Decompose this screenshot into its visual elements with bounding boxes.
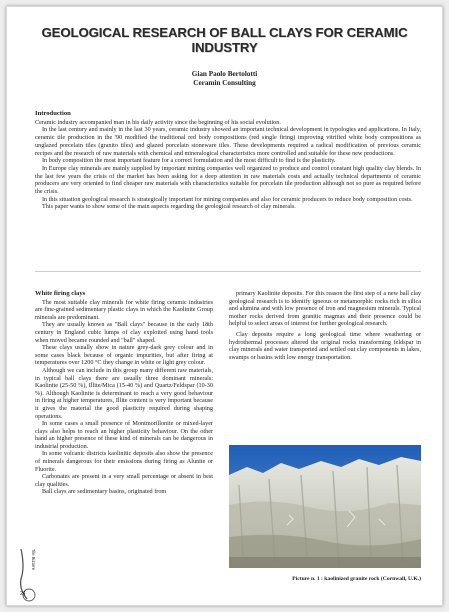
body-paragraph: In some volcanic districts kaolinitic deposits also show the presence of minerals dangerous for their emissions during firing as Alunite or Fluorite. [35,450,213,473]
intro-paragraph: In this situation geological research is strategically important for mining companies and also for ceramic producers to reduce body composition costs. [42,195,413,203]
body-paragraph: Although we can include in this group many different raw materials, in typical ball clays there are usually three dominant minerals: Kaolinite (25-50 %), Illite/Mica (15-40 %) and Quartz/Feldspar (10-30 %). Although Kaolinite is determinant to reach a very good behaviour in firing at higher temperatures, Illite content is very important because it gives the material the good plasticity required during shaping operations. [35,366,213,420]
introduction-heading: Introduction [35,110,71,117]
intro-paragraph: In Europe clay minerals are mainly supplied by important mining companies well organized to produce and control constant high quality clay blends. In the last few years the crisis of the market has been asking for a deep attention in raw materials costs and actually technical departments of ceramic producers are very oriented to find cheaper raw materials with characteristics suitable for porcelain tile production although not so pure as required before the crisis. [35,164,421,196]
introduction-section [35,110,421,211]
rock-face-image [229,445,421,568]
body-paragraph: Ball clays are sedimentary basins, originated from [42,488,167,496]
section-divider [35,271,421,272]
intro-paragraph: This paper wants to show some of the main aspects regarding the geological research of clay minerals. [42,203,296,211]
figure-caption: Picture n. 1 : kaolinized granite rock (Cornwall, U.K.) [292,576,421,582]
intro-paragraph: Ceramic industry accompanied man in his daily activity since the beginning of his social evolution. [35,118,281,126]
body-paragraph: These clays usually show in nature grey-dark grey colour and in some cases black because of organic impurities, but after firing at temperatures over 1200 °C they change in white or light grey colour. [35,344,213,367]
body-paragraph: They are usually known as "Ball clays" because in the early 18th century in England cubic lumps of clay exploited using hand tools when moved became rounded and "ball" shaped. [35,321,213,344]
left-column [35,290,213,496]
author-name: Gian Paolo Bertolotti [191,70,258,78]
body-paragraph: The most suitable clay minerals for white firing ceramic industries are fine-grained sedimentary plastic clays in which the Kaolinite Group minerals are predominant. [35,298,213,321]
author-affiliation: Ceramin Consulting [193,79,256,87]
sidebar-label: Tile Bizarre [31,549,36,571]
body-paragraph: Carbonates are present in a very small percentage or absent in best clay qualities. [35,473,213,488]
author-block [7,70,442,88]
kaolinized-granite-photo [229,445,421,568]
white-firing-clays-heading: White firing clays [35,290,86,297]
article-page [6,6,443,606]
right-column [229,290,421,361]
article-title: GEOLOGICAL RESEARCH OF BALL CLAYS FOR CERAMIC INDUSTRY [41,25,408,55]
intro-paragraph: In body composition the most important feature for a correct formulation and the most difficult to find is the plasticity. [42,157,336,165]
body-paragraph: primary Kaolinite deposits. For this reason the first step of a new ball clay geological research is to identify igneous or metamorphic rocks rich in silica and alumina and with low presence of iron and magnesium minerals. Typical mother rocks derived from granitic magmas and their presence could be helpful to select areas of interest for further geological research. [229,290,421,328]
body-paragraph: Clay deposits require a long geological time where weathering or hydrothermal processes altered the original rocks transforming feldspar in clay minerals and water transported and settled out clay components in lakes, swamps or basins with low energy transportation. [229,330,421,361]
page-number: 24 [20,591,26,597]
body-paragraph: In some cases a small presence of Montmorillonite or mixed-layer clays also helps to reach an higher plasticity behaviour. On the other hand an higher presence of these kind of minerals can be dangerous in industrial production. [35,420,213,450]
intro-paragraph: In the last century and mainly in the last 30 years, ceramic industry showed an important technical development in typologies and applications. In Italy, ceramic tile production in the '90 modified the traditional red body compositions (red single firing) improving vitrified white body compositions as unglazed porcelain tiles (granito tiles) and glazed porcelain stoneware tiles. These developments required a radical modification of previous ceramic recipes and the research of raw materials with chemical and mineralogical characteristics more controlled and suitable for these new productions. [35,126,421,157]
